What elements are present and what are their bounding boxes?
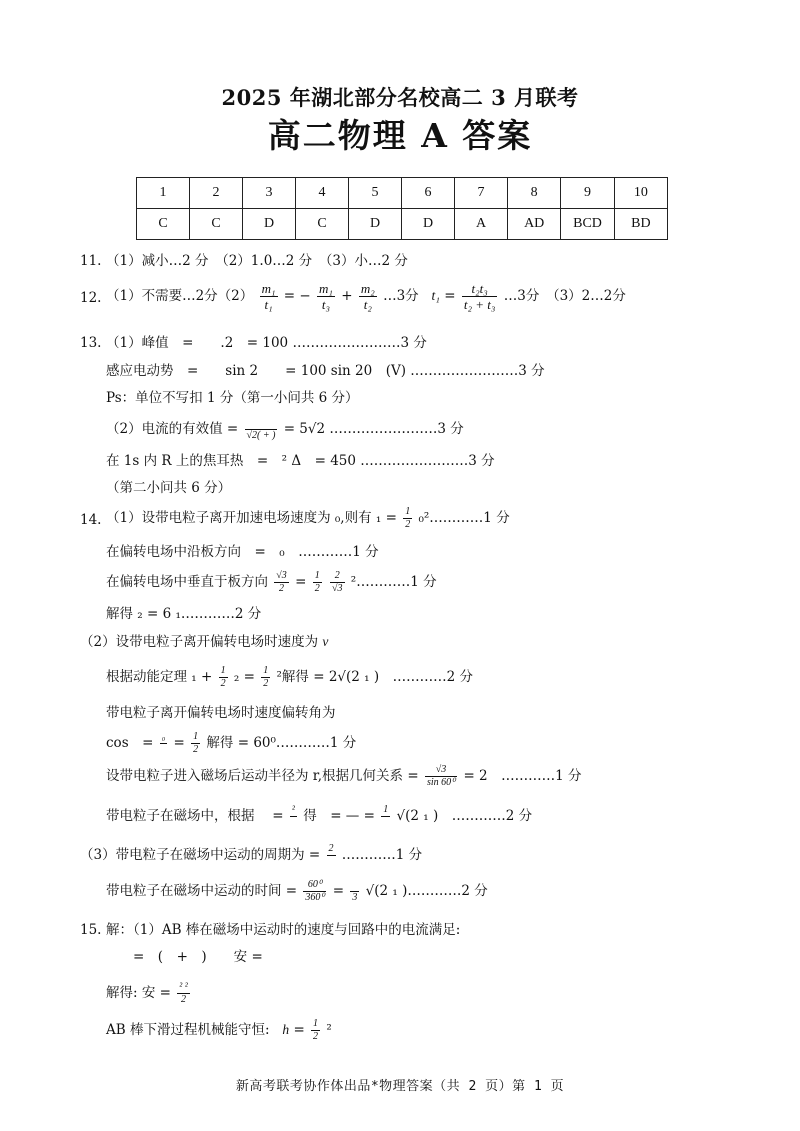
q14-line12-text: 带电粒子在磁场中运动的时间 = <box>106 883 298 899</box>
fraction: $\frac{\text{60⁰}}{\text{360⁰}}$ <box>305 879 325 903</box>
table-cell-answer: C <box>137 209 190 240</box>
q14-line8 <box>106 725 356 761</box>
table-cell-number: 7 <box>455 178 508 209</box>
table-cell-answer: A <box>455 209 508 240</box>
equals-sign: = <box>293 1022 305 1038</box>
table-cell-number: 6 <box>402 178 455 209</box>
q12-part1: （1）不需要…2分（2） <box>106 288 254 304</box>
q15-line4 <box>106 1012 332 1048</box>
q15-line2: = ( + ) 安 = <box>133 949 263 965</box>
q14-line9 <box>106 758 582 794</box>
q13-line2: 感应电动势 = sin 2 = 100 sin 20 (V) ……………………3 分 <box>106 363 545 379</box>
var-t: t <box>431 288 436 303</box>
table-cell-answer: C <box>190 209 243 240</box>
q15-line1: 解：（1）AB 棒在磁场中运动时的速度与回路中的电流满足: <box>106 922 461 938</box>
table-cell-answer: AD <box>508 209 561 240</box>
q14-line8-score: 解得 = 60⁰…………1 分 <box>206 735 357 751</box>
var-h: h <box>282 1022 290 1037</box>
q14-line4: 解得 ₂ = 6 ₁…………2 分 <box>106 606 262 622</box>
table-cell-number: 3 <box>243 178 296 209</box>
q11-number: 11. <box>80 253 102 269</box>
q15-number: 15. <box>80 922 102 938</box>
table-cell-number: 5 <box>349 178 402 209</box>
q15-line3-text: 解得: 安 = <box>106 985 171 1001</box>
q14-line11 <box>80 837 422 873</box>
q13-line4 <box>106 411 464 447</box>
page-title: 2025 年湖北部分名校高二 3 月联考 <box>221 85 579 110</box>
fraction: $\frac{√3}{2}$ <box>276 570 287 594</box>
fraction: 3 <box>350 879 359 904</box>
var-m: m <box>319 281 329 296</box>
fraction: $\frac{\text{² ²}}{2}$ <box>179 981 188 1005</box>
fraction: $\frac{√3}{\text{sin 60⁰}}$ <box>426 764 456 788</box>
q13-number: 13. <box>80 335 102 351</box>
q13-line6: （第二小问共 6 分） <box>106 480 232 496</box>
q13-line5: 在 1s 内 R 上的焦耳热 = ² Δ = 450 ……………………3 分 <box>106 453 495 469</box>
table-cell-number: 10 <box>614 178 667 209</box>
fraction: $\frac{1}{2}$ <box>220 665 226 689</box>
q12-tail: …3分 （3）2…2分 <box>503 288 626 304</box>
var-t: t <box>363 297 368 312</box>
q11-answer: （1）减小…2 分 （2）1.0…2 分 （3）小…2 分 <box>106 253 408 269</box>
equals-sign: = <box>332 883 345 899</box>
fraction: $\frac{1}{2}$ <box>313 1018 319 1042</box>
q14-line10 <box>106 798 532 834</box>
q14-line7: 带电粒子离开偏转电场时速度偏转角为 <box>106 705 336 721</box>
q14-line11-text: （3）带电粒子在磁场中运动的周期为 = <box>80 847 321 863</box>
q14-line2: 在偏转电场中沿板方向 = ₀ …………1 分 <box>106 544 379 560</box>
q14-number: 14. <box>80 512 102 528</box>
q14-line1-text: （1）设带电粒子离开加速电场速度为 ₀,则有 ₁ = <box>106 510 397 526</box>
q14-line6-mid: ₂ = <box>233 669 255 685</box>
q14-line1 <box>106 500 510 536</box>
q15-line3 <box>106 975 192 1011</box>
table-cell-answer: BD <box>614 209 667 240</box>
table-cell-answer: C <box>296 209 349 240</box>
q14-line9-score: = 2 …………1 分 <box>463 768 582 784</box>
equals-sign: = − <box>283 288 311 304</box>
q14-line11-score: …………1 分 <box>341 847 423 863</box>
table-cell-answer: D <box>402 209 455 240</box>
fraction: $\frac{1}{2}$ <box>405 506 411 530</box>
table-cell-number: 1 <box>137 178 190 209</box>
var-v: v <box>322 634 329 649</box>
var-t: t <box>321 297 326 312</box>
q12-answer: （1）不需要…2分（2） $\frac{\text{m₁}}{\text{t₁}}$ = − $\frac{\text{m₁}}{\text{t₃}}$ + $\frac{\text{m₂}}{\text{t₂}}$ …3分 t₁ = $\frac{\text{t₂t₃}}{\text{t₂ + t₃}}$ …3分 （3）2…2分 <box>106 281 626 312</box>
q12-eq-score: …3分 <box>383 288 419 304</box>
fraction: ₀ <box>161 731 166 742</box>
table-cell-number: 8 <box>508 178 561 209</box>
answer-table-answers-row <box>137 209 668 240</box>
q14-line6 <box>106 659 473 695</box>
q14-line1-score: ₀²…………1 分 <box>418 510 510 526</box>
q14-line5 <box>80 632 328 652</box>
q15-line4-text: AB 棒下滑过程机械能守恒: <box>106 1022 270 1038</box>
table-cell-answer: D <box>243 209 296 240</box>
fraction: $\frac{2}{√3}$ <box>332 570 343 594</box>
fraction: $\frac{\text{t₂t₃}}{\text{t₂ + t₃}}$ <box>463 281 496 312</box>
fraction: 1 <box>383 804 389 815</box>
q14-line3 <box>106 564 437 600</box>
fraction: $\frac{1}{2}$ <box>314 570 320 594</box>
var-t: t <box>264 297 269 312</box>
equals-sign: = <box>295 574 307 590</box>
q13-line4-score: = 5√2 ……………………3 分 <box>283 421 464 437</box>
fraction: √2( + ) <box>245 417 278 442</box>
q14-line3-text: 在偏转电场中垂直于板方向 <box>106 574 268 590</box>
fraction: $\frac{1}{2}$ <box>193 731 199 755</box>
q14-line8-text: cos = <box>106 735 154 751</box>
q12-number: 12. <box>80 290 102 306</box>
answer-table-numbers-row <box>137 178 668 209</box>
q14-line6-score: ²解得 = 2√(2 ₁ ) …………2 分 <box>276 669 474 685</box>
q14-line3-score: ²…………1 分 <box>350 574 437 590</box>
page-footer: 新高考联考协作体出品*物理答案（共 2 页）第 1 页 <box>235 1079 565 1094</box>
fraction: 2 <box>328 843 334 854</box>
fraction: $\frac{\text{m₁}}{\text{t₁}}$ <box>261 281 276 312</box>
table-cell-number: 2 <box>190 178 243 209</box>
fraction: $\frac{1}{2}$ <box>263 665 269 689</box>
q14-line12 <box>106 873 488 909</box>
q14-line12-score: √(2 ₁ )…………2 分 <box>365 883 488 899</box>
page-subtitle: 高二物理 A 答案 <box>267 116 533 155</box>
q14-line10-text: 带电粒子在磁场中，根据 = <box>106 808 284 824</box>
q14-line5-text: （2）设带电粒子离开偏转电场时速度为 <box>80 634 319 650</box>
answer-table <box>136 177 668 240</box>
table-cell-number: 4 <box>296 178 349 209</box>
q14-line10-mid: 得 = — = <box>303 808 375 824</box>
q13-line3: Ps：单位不写扣 1 分（第一小问共 6 分） <box>106 390 359 406</box>
q15-line4-score: ² <box>326 1022 332 1038</box>
table-cell-answer: D <box>349 209 402 240</box>
var-m: m <box>360 281 371 296</box>
equals-sign: = <box>173 735 185 751</box>
plus-sign: + <box>341 288 353 304</box>
table-cell-answer: BCD <box>561 209 614 240</box>
var-t1: t₁ <box>431 288 440 303</box>
q13-line4-text: （2）电流的有效值 = <box>106 421 239 437</box>
table-cell-number: 9 <box>561 178 614 209</box>
fraction: $\frac{\text{m₁}}{\text{t₃}}$ <box>319 281 333 312</box>
q14-line6-text: 根据动能定理 ₁ + <box>106 669 213 685</box>
q14-line9-text: 设带电粒子进入磁场后运动半径为 r,根据几何关系 = <box>106 768 419 784</box>
q13-line1: （1）峰值 = .2 = 100 ……………………3 分 <box>106 335 427 351</box>
fraction: $\frac{\text{m₂}}{\text{t₂}}$ <box>360 281 375 312</box>
var-m: m <box>261 281 271 296</box>
q14-line10-score: √(2 ₁ ) …………2 分 <box>396 808 533 824</box>
fraction: ² <box>291 804 295 815</box>
